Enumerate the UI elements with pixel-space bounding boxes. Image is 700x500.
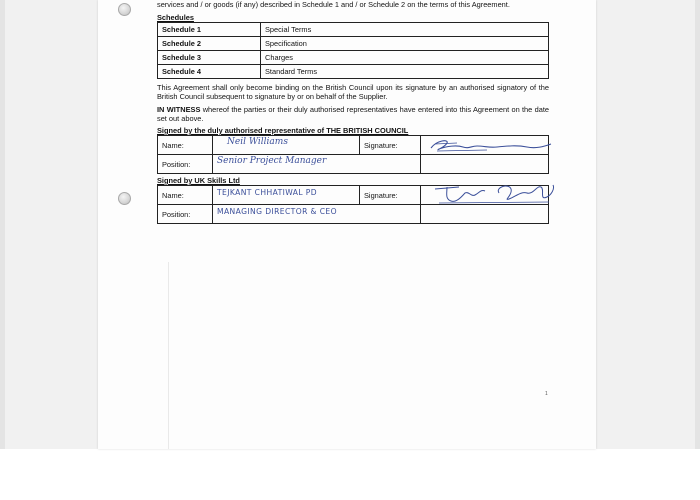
position-value-cell xyxy=(213,155,421,174)
british-council-heading: Signed by the duly authorised representative of THE BRITISH COUNCIL xyxy=(157,126,409,135)
table-row xyxy=(158,155,549,174)
intro-paragraph: services and / or goods (if any) described in Schedule 1 and / or Schedule 2 on the terms of this Agreement. xyxy=(157,0,510,9)
viewer-left-edge xyxy=(0,0,5,449)
table-row xyxy=(158,51,549,65)
signature-cell xyxy=(421,186,549,205)
schedule-key: Schedule 1 xyxy=(158,23,261,37)
schedules-table xyxy=(157,22,549,79)
uk-skills-heading: Signed by UK Skills Ltd xyxy=(157,176,240,185)
schedule-value: Charges xyxy=(261,51,549,65)
schedule-value: Special Terms xyxy=(261,23,549,37)
table-row xyxy=(158,205,549,224)
position-value-cell xyxy=(213,205,421,224)
binding-paragraph: This Agreement shall only become binding on the British Council upon its signature by an authorised signatory of the British Council subsequent to signature by or on behalf of the Supplier. xyxy=(157,83,549,101)
uk-skills-signature-table xyxy=(157,185,549,224)
empty-cell xyxy=(421,205,549,224)
page-number: 1 xyxy=(545,391,548,397)
position-label: Position: xyxy=(158,205,213,224)
schedule-key: Schedule 4 xyxy=(158,65,261,79)
table-row xyxy=(158,65,549,79)
schedules-heading: Schedules xyxy=(157,13,194,22)
witness-lead: IN WITNESS xyxy=(157,105,201,114)
handwritten-position: Senior Project Manager xyxy=(217,156,327,166)
table-row xyxy=(158,186,549,205)
empty-cell xyxy=(421,155,549,174)
signature-cell xyxy=(421,136,549,155)
handwritten-name: TEJKANT CHHATIWAL PD xyxy=(217,188,318,197)
page-fold-line xyxy=(168,262,169,449)
name-label: Name: xyxy=(158,136,213,155)
schedule-value: Specification xyxy=(261,37,549,51)
table-row xyxy=(158,23,549,37)
punch-hole-icon xyxy=(118,192,131,205)
table-row xyxy=(158,37,549,51)
position-label: Position: xyxy=(158,155,213,174)
handwritten-position: MANAGING DIRECTOR & CEO xyxy=(217,207,337,216)
viewer-right-edge xyxy=(695,0,700,449)
handwritten-name: Neil Williams xyxy=(227,137,288,147)
handwritten-signature xyxy=(429,181,559,207)
schedule-key: Schedule 3 xyxy=(158,51,261,65)
name-value-cell xyxy=(213,186,360,205)
signature-label: Signature: xyxy=(360,136,421,155)
signature-label: Signature: xyxy=(360,186,421,205)
table-row xyxy=(158,136,549,155)
handwritten-signature xyxy=(427,137,557,155)
punch-hole-icon xyxy=(118,3,131,16)
agreement-content xyxy=(157,0,549,224)
witness-paragraph xyxy=(157,105,549,123)
schedule-value: Standard Terms xyxy=(261,65,549,79)
british-council-signature-table xyxy=(157,135,549,174)
schedule-key: Schedule 2 xyxy=(158,37,261,51)
witness-text: whereof the parties or their duly authorised representatives have entered into this Agreement on the date set out above. xyxy=(157,105,549,123)
name-value-cell xyxy=(213,136,360,155)
name-label: Name: xyxy=(158,186,213,205)
